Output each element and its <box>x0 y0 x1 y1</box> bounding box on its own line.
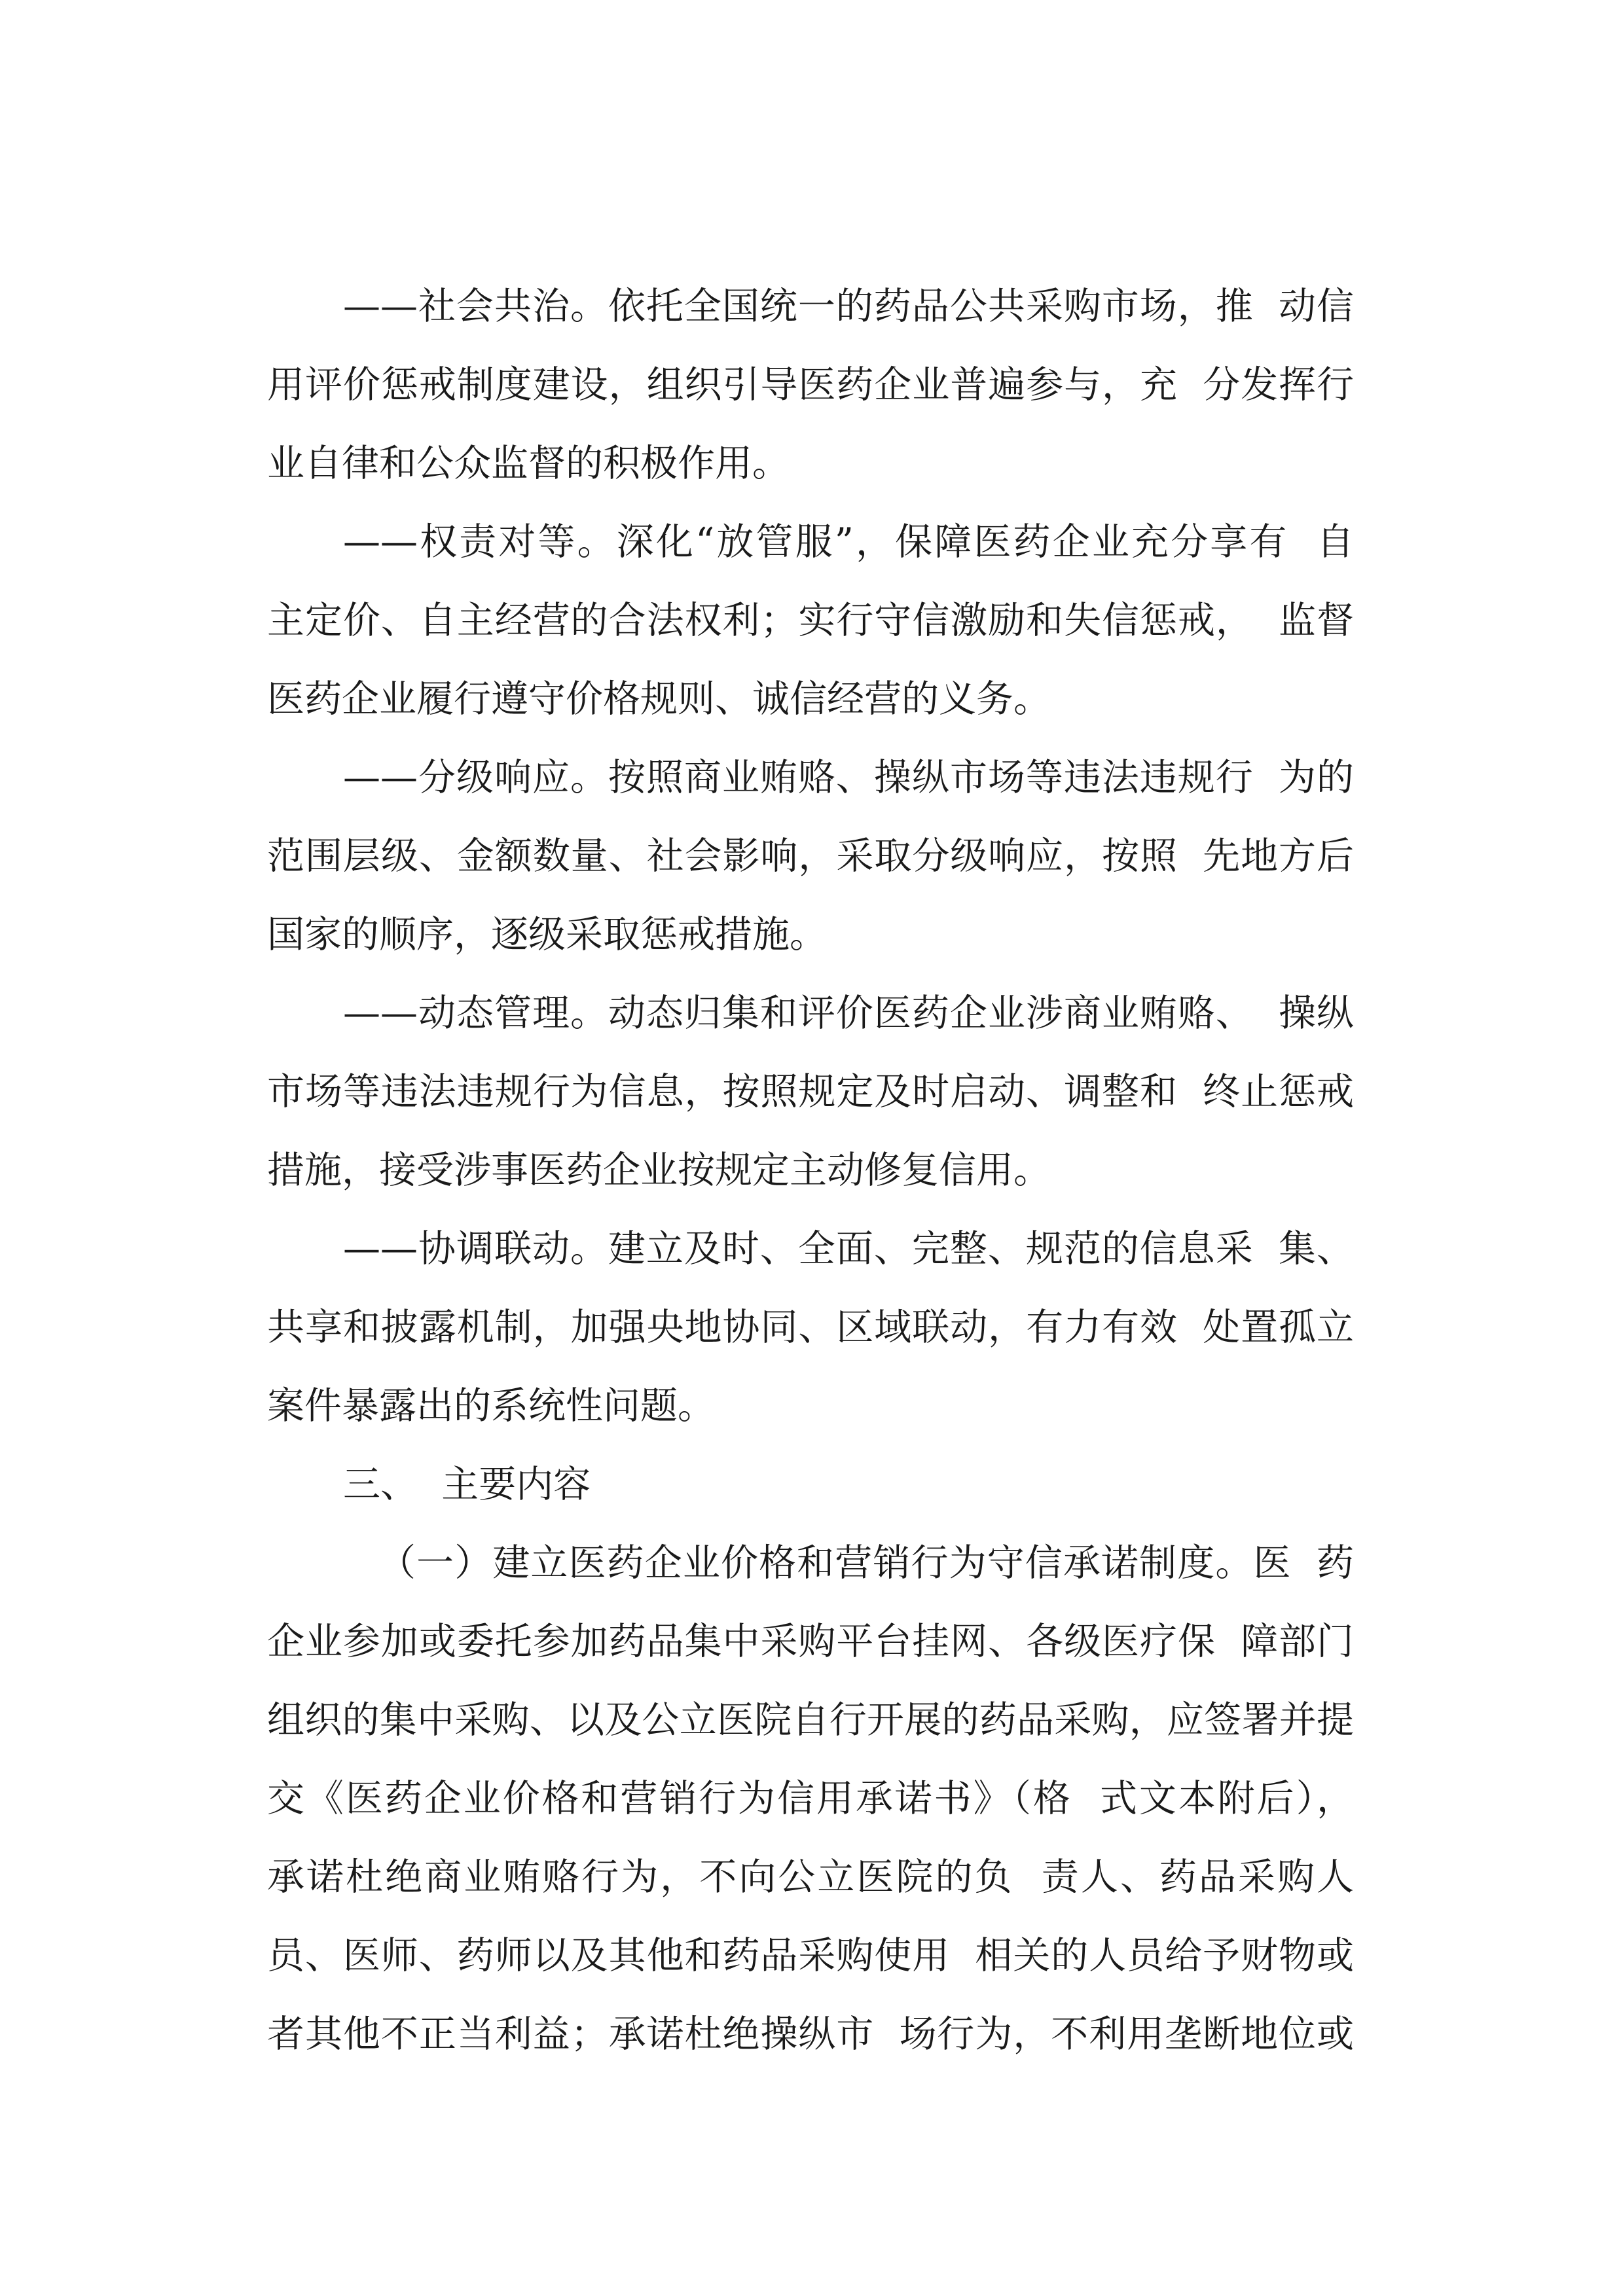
paragraph-line: 医药企业履行遵守价格规则、诚信经营的义务。 <box>267 677 1051 721</box>
paragraph-line: 员、医师、药师以及其他和药品采购使用 相关的人员给予财物或 <box>267 1934 1354 1977</box>
paragraph-line: 者其他不正当利益；承诺杜绝操纵市 场行为，不利用垄断地位或 <box>267 2013 1354 2056</box>
paragraph-line: 国家的顺序，逐级采取惩戒措施。 <box>267 913 827 956</box>
paragraph-line: 承诺杜绝商业贿赂行为，不向公立医院的负 责人、药品采购人 <box>267 1856 1354 1899</box>
paragraph-line: 企业参加或委托参加药品集中采购平台挂网、各级医疗保 障部门 <box>267 1620 1354 1663</box>
paragraph-line: 业自律和公众监督的积极作用。 <box>267 442 790 485</box>
paragraph-line: ——分级响应。按照商业贿赂、操纵市场等违法违规行 为的 <box>343 756 1354 799</box>
paragraph-line: ——权责对等。深化“放管服”，保障医药企业充分享有 自 <box>343 520 1354 564</box>
paragraph-line: 案件暴露出的系统性问题。 <box>267 1384 715 1427</box>
paragraph-line: 主定价、自主经营的合法权利；实行守信激励和失信惩戒， 监督 <box>267 599 1354 642</box>
paragraph-line: 范围层级、金额数量、社会影响，采取分级响应，按照 先地方后 <box>267 834 1354 878</box>
paragraph-line: 措施，接受涉事医药企业按规定主动修复信用。 <box>267 1149 1051 1192</box>
paragraph-line: 交《医药企业价格和营销行为信用承诺书》（格 式文本附后）， <box>267 1777 1354 1820</box>
paragraph-line: ——协调联动。建立及时、全面、完整、规范的信息采 集、 <box>343 1227 1354 1270</box>
paragraph-line: ——动态管理。动态归集和评价医药企业涉商业贿赂、 操纵 <box>343 992 1354 1035</box>
paragraph-line: （一）建立医药企业价格和营销行为守信承诺制度。医 药 <box>378 1541 1354 1585</box>
paragraph-line: 市场等违法违规行为信息，按照规定及时启动、调整和 终止惩戒 <box>267 1070 1354 1113</box>
paragraph-line: 组织的集中采购、以及公立医院自行开展的药品采购，应签署并提 <box>267 1698 1354 1742</box>
section-heading: 三、 主要内容 <box>343 1463 591 1506</box>
paragraph-line: 共享和披露机制，加强央地协同、区域联动，有力有效 处置孤立 <box>267 1306 1354 1349</box>
paragraph-line: ——社会共治。依托全国统一的药品公共采购市场，推 动信 <box>343 285 1354 328</box>
paragraph-line: 用评价惩戒制度建设，组织引导医药企业普遍参与，充 分发挥行 <box>267 363 1354 406</box>
